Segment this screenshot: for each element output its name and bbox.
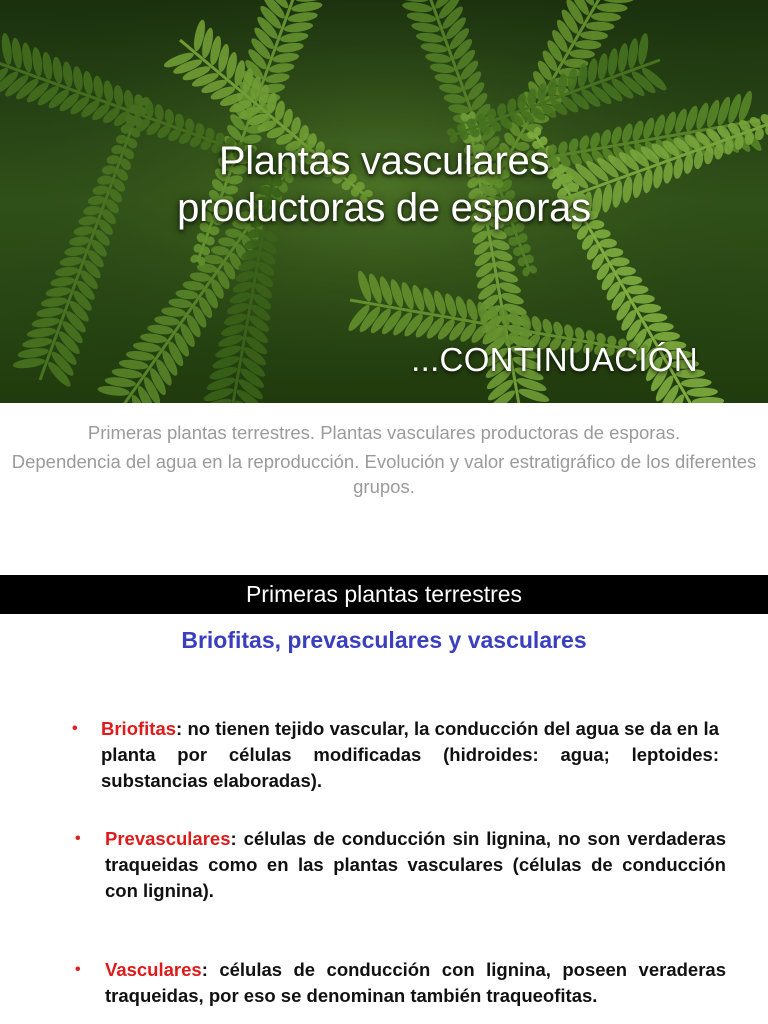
bullet-text (105, 957, 726, 1009)
cover-subtitle (0, 420, 768, 499)
subtitle-line2: Dependencia del agua en la reproducción. Evolución y valor estratigráfico de los diferentes grupos. (11, 451, 757, 497)
cover-title-line2: productoras de esporas (177, 186, 591, 230)
bullet-dot-icon: • (75, 961, 81, 978)
continuation-label: ...CONTINUACIÓN (411, 341, 698, 378)
bullet-text (101, 716, 719, 794)
bullet-term: Vasculares (105, 959, 202, 980)
cover-slide (0, 0, 768, 403)
slide-title-bar: Primeras plantas terrestres (0, 575, 768, 614)
slide-heading: Briofitas, prevasculares y vasculares (181, 627, 587, 653)
bullet-description: : no tienen tejido vascular, la conducción del agua se da en la planta por células modificadas (hidroides: agua; leptoides: substancias elaboradas). (101, 718, 719, 791)
bullet-dot-icon: • (75, 830, 81, 847)
cover-title-line1: Plantas vasculares (218, 139, 550, 183)
bullet-term: Prevasculares (105, 828, 231, 849)
cover-title (0, 138, 768, 232)
subtitle-line1: Primeras plantas terrestres. Plantas vasculares productoras de esporas. (87, 422, 681, 443)
bullet-text (105, 826, 726, 904)
bullet-term: Briofitas (101, 718, 177, 739)
bullet-description: : células de conducción con lignina, poseen veraderas traqueidas, por eso se denominan también traqueofitas. (105, 959, 726, 1006)
bullet-dot-icon: • (72, 720, 78, 737)
bullet-description: : células de conducción sin lignina, no son verdaderas traqueidas como en las plantas vasculares (células de conducción con lignina). (105, 828, 726, 901)
